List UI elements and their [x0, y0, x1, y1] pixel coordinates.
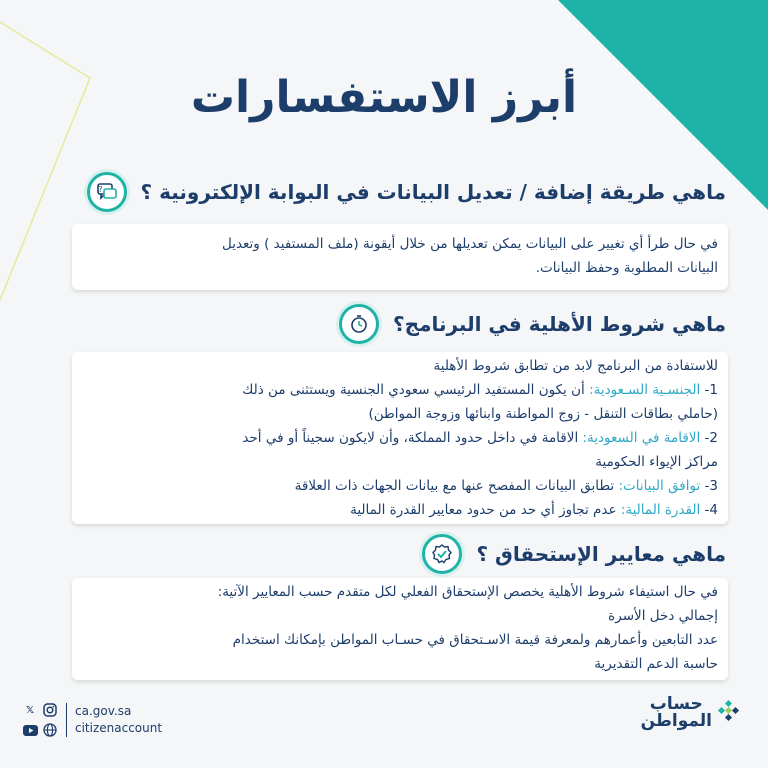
eligibility-item-3-text: تطابق البيانات المفصح عنها مع بيانات الجهات ذات العلاقة [294, 478, 615, 494]
answer-1-card [72, 224, 728, 290]
footer-social [22, 702, 162, 738]
globe-icon[interactable] [42, 722, 58, 738]
question-2-header [339, 304, 726, 344]
question-3-text: ماهي معايير الإستحقاق ؟ [476, 542, 726, 566]
social-icons-grid [22, 702, 58, 738]
social-handle[interactable]: citizenaccount [75, 721, 163, 735]
eligibility-item-1-text: أن يكون المستفيد الرئيسي سعودي الجنسية ويستثنى من ذلك [242, 382, 585, 398]
eligibility-item-1-label: الجنسـية السـعودية: [589, 382, 701, 398]
answer-1-line-1: في حال طرأ أي تغيير على البيانات يمكن تعديلها من خلال أيقونة (ملف المستفيد ) وتعديل [221, 236, 718, 252]
page-title: أبرز الاستفسارات [190, 72, 578, 123]
logo-line-2: المواطن [640, 711, 712, 731]
answer-1-line-2: البيانات المطلوبة وحفظ البيانات. [535, 260, 718, 276]
eligibility-item-3-label: توافق البيانات: [618, 478, 701, 494]
logo-line-1: حساب [649, 694, 703, 714]
eligibility-item-2-text: الاقامة في داخل حدود المملكة، وأن لايكون سجيناً أو في أحد [242, 430, 579, 446]
eligibility-item-2-label: الاقامة في السعودية: [582, 430, 701, 446]
eligibility-item-2-continued: مراكز الإيواء الحكومية [595, 454, 718, 470]
eligibility-item-1-number: 1- [704, 382, 718, 398]
website-link[interactable]: ca.gov.sa [75, 704, 132, 718]
answer-3-line-2: إجمالي دخل الأسرة [608, 608, 718, 624]
eligibility-item-3 [82, 474, 718, 498]
answer-3-line-3: عدد التابعين وأعمارهم ولمعرفة قيمة الاسـتحقاق في حسـاب المواطن بإمكانك استخدام [232, 632, 718, 648]
logo-dots-icon [716, 700, 742, 726]
eligibility-item-2 [82, 426, 718, 450]
answer-3-line-1: في حال استيفاء شروط الأهلية يخصص الإستحقاق الفعلي لكل متقدم حسب المعايير الآتية: [217, 584, 718, 600]
answer-2-card [72, 352, 728, 524]
eligibility-item-1-continued: (حاملي بطاقات التنقل - زوج المواطنة وابنائها وزوجة المواطن) [368, 406, 718, 422]
eligibility-item-1 [82, 378, 718, 402]
eligibility-item-2-number: 2- [704, 430, 718, 446]
eligibility-item-4 [82, 498, 718, 522]
question-1-header [87, 172, 726, 212]
answer-3-line-4: حاسبة الدعم التقديرية [594, 656, 718, 672]
chat-question-icon [87, 172, 127, 212]
footer-divider [66, 703, 67, 737]
eligibility-item-4-number: 4- [704, 502, 718, 518]
question-3-header [422, 534, 726, 574]
citizen-account-logo [641, 696, 742, 730]
eligibility-item-4-label: القدرة المالية: [620, 502, 701, 518]
instagram-icon[interactable] [42, 702, 58, 718]
youtube-icon[interactable] [22, 722, 38, 738]
footer-links [75, 703, 162, 737]
question-2-text: ماهي شروط الأهلية في البرنامج؟ [393, 312, 726, 336]
svg-text:?: ? [97, 185, 103, 194]
stopwatch-icon [339, 304, 379, 344]
eligibility-item-4-text: عدم تجاوز أي حد من حدود معايير القدرة المالية [350, 502, 617, 518]
question-1-text: ماهي طريقة إضافة / تعديل البيانات في البوابة الإلكترونية ؟ [140, 180, 726, 204]
eligibility-intro: للاستفادة من البرنامج لابد من تطابق شروط الأهلية [433, 358, 718, 374]
badge-check-icon [422, 534, 462, 574]
logo-text [641, 696, 712, 730]
answer-3-card [72, 578, 728, 680]
eligibility-item-3-number: 3- [704, 478, 718, 494]
x-icon[interactable]: 𝕏 [25, 704, 35, 716]
